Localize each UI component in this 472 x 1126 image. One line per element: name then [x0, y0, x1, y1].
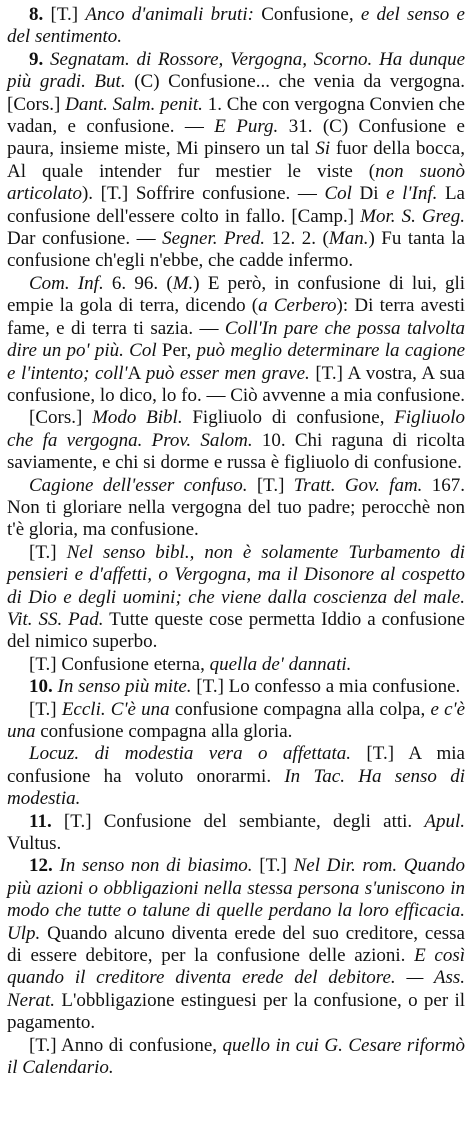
- body-text: La confusione dell'essere colto in fallo. [Camp.]: [7, 183, 465, 227]
- italic-text: Figliuolo che fa vergogna. Prov. Salom.: [7, 407, 465, 451]
- italic-text: , e del senso e del sentimento.: [7, 4, 465, 48]
- italic-text: Mor. S. Greg.: [360, 205, 465, 227]
- body-text: Tutte queste cose permetta Iddio a confusione del nimico superbo.: [7, 608, 465, 653]
- section-number: 12.: [29, 855, 60, 877]
- entry-paragraph: [7, 676, 465, 698]
- italic-text: E così quando il creditore diventa erede del debitore. — Ass. Nerat.: [7, 945, 465, 1011]
- entry-paragraph: [7, 407, 465, 474]
- body-text: [T.] Confusione eterna,: [29, 653, 210, 675]
- italic-text: Apul.: [424, 810, 466, 832]
- body-text: Quando alcuno diventa erede del suo creditore, cessa di essere debitore, per la confusione delle azioni.: [7, 922, 465, 967]
- italic-text: E Purg.: [214, 116, 279, 138]
- italic-text: Segnatam. di Rossore, Vergogna, Scorno. Ha dunque più gradi. But.: [7, 48, 465, 93]
- italic-text: Locuz. di modestia vera o affettata.: [29, 743, 351, 765]
- body-text: 12. 2. (: [265, 228, 329, 250]
- italic-text: può meglio determinare la cagione e l'intento; coll': [7, 340, 465, 384]
- entry-paragraph: [7, 4, 465, 49]
- section-number: 9.: [29, 48, 51, 70]
- entry-paragraph: [7, 542, 465, 654]
- body-text: [Cors.]: [29, 407, 93, 429]
- italic-text: Col: [324, 183, 352, 205]
- body-text: [T.] Lo confesso a mia confusione.: [191, 676, 461, 698]
- entry-paragraph: [7, 1035, 465, 1080]
- section-number: 11.: [29, 810, 64, 832]
- italic-text: Man.: [328, 228, 369, 250]
- italic-text: non suonò articolato: [7, 160, 465, 205]
- body-text: [T.]: [252, 855, 294, 877]
- italic-text: Coll'In pare che possa talvolta dire un po' più. Col: [7, 317, 465, 362]
- body-text: 10. Chi raguna di ricolta saviamente, e chi si dorme e russa è figliuolo di confusione.: [7, 429, 465, 474]
- body-text: [T.] A vostra, A sua confusione, lo dico, lo fo. — Ciò avvenne a mia confusione.: [7, 362, 466, 406]
- body-text: confusione compagna alla colpa,: [169, 698, 431, 720]
- body-text: [T.] A mia confusione ha voluto onorarmi.: [7, 743, 465, 787]
- italic-text: In Tac. Ha senso di modestia.: [7, 765, 465, 810]
- section-number: 10.: [29, 676, 58, 698]
- italic-text: Si: [315, 138, 331, 160]
- body-text: Per,: [156, 340, 197, 362]
- body-text: (C) Confusione... che venia da vergogna. [Cors.]: [7, 71, 465, 115]
- italic-text: Segner. Pred.: [162, 228, 266, 250]
- entry-paragraph: [7, 743, 465, 810]
- body-text: [T.]: [29, 698, 62, 720]
- italic-text: quella de' dannati.: [209, 653, 352, 675]
- italic-text: In senso più mite.: [57, 676, 192, 698]
- body-text: Confusione: [253, 4, 349, 25]
- body-text: 1. Che con vergogna Convien che vadan, e confusione. —: [7, 93, 465, 138]
- entry-paragraph: [7, 273, 465, 407]
- italic-text: Tratt. Gov. fam.: [293, 474, 423, 496]
- italic-text: e c'è una: [7, 698, 465, 742]
- body-text: L'obbligazione estinguesi per la confusione, o per il pagamento.: [7, 989, 465, 1034]
- italic-text: In senso non di biasimo.: [59, 855, 253, 877]
- body-text: ) E però, in confusione di lui, gli empie la gola di terra, dicendo (: [7, 272, 466, 317]
- body-text: confusione compagna alla gloria.: [35, 721, 293, 742]
- body-text: Di: [351, 183, 387, 205]
- body-text: ) Fu tanta la confusione ch'egli n'ebbe, che cadde infermo.: [7, 228, 466, 272]
- italic-text: Cagione dell'esser confuso.: [29, 474, 248, 496]
- body-text: [T.] Anno di confusione,: [29, 1034, 223, 1056]
- italic-text: Anco d'animali bruti:: [85, 4, 254, 25]
- body-text: A: [127, 362, 146, 384]
- italic-text: quello in cui G. Cesare riformò il Calendario.: [7, 1034, 465, 1079]
- italic-text: Dant. Salm. penit.: [65, 93, 203, 115]
- body-text: [T.]: [50, 4, 86, 25]
- italic-text: Modo Bibl.: [92, 407, 183, 429]
- italic-text: Nel senso bibl., non è solamente Turbamento di pensieri e d'affetti, o Vergogna, ma il Disonore al cospetto di Dio e degli uomini; che viene dalla coscienza del male. Vit. SS. Pad.: [7, 541, 465, 630]
- italic-text: Com. Inf.: [29, 272, 104, 294]
- entry-paragraph: [7, 855, 465, 1034]
- body-text: [T.] Confusione del sembiante, degli atti.: [63, 810, 425, 832]
- body-text: [T.]: [247, 474, 294, 496]
- body-text: [T.]: [29, 541, 67, 563]
- body-text: Dar confusione. —: [7, 228, 163, 250]
- body-text: 6. 96. (: [103, 272, 173, 294]
- entry-paragraph: [7, 49, 465, 273]
- italic-text: a Cerbero: [258, 295, 337, 317]
- italic-text: Eccli. C'è una: [61, 698, 170, 720]
- italic-text: Nel Dir. rom. Quando più azioni o obbligazioni nella stessa persona s'uniscono in modo che tutte o talune di quelle perdano la loro efficacia. Ulp.: [7, 855, 466, 944]
- body-text: Vultus.: [7, 833, 62, 855]
- body-text: 31. (C) Confusione e paura, insieme miste, Mi pinsero un tal: [7, 116, 465, 160]
- body-text: 167. Non ti gloriare nella vergogna del tuo padre; perocchè non t'è gloria, ma confusione.: [7, 474, 466, 541]
- italic-text: e l'Inf.: [386, 183, 438, 205]
- body-text: ): Di terra avesti fame, e di terra ti sazia. —: [7, 295, 465, 339]
- entry-paragraph: [7, 699, 465, 744]
- entry-paragraph: [7, 811, 465, 856]
- body-text: Figliuolo di confusione,: [182, 407, 395, 429]
- italic-text: M.: [172, 272, 194, 294]
- body-text: ). [T.] Soffrire confusione. —: [81, 183, 325, 205]
- section-number: 8.: [29, 4, 51, 25]
- italic-text: può esser men grave.: [145, 362, 310, 384]
- entry-paragraph: [7, 654, 465, 676]
- entry-paragraph: [7, 475, 465, 542]
- body-text: fuor della bocca, Al quale intender fur mestier le viste (: [7, 138, 465, 182]
